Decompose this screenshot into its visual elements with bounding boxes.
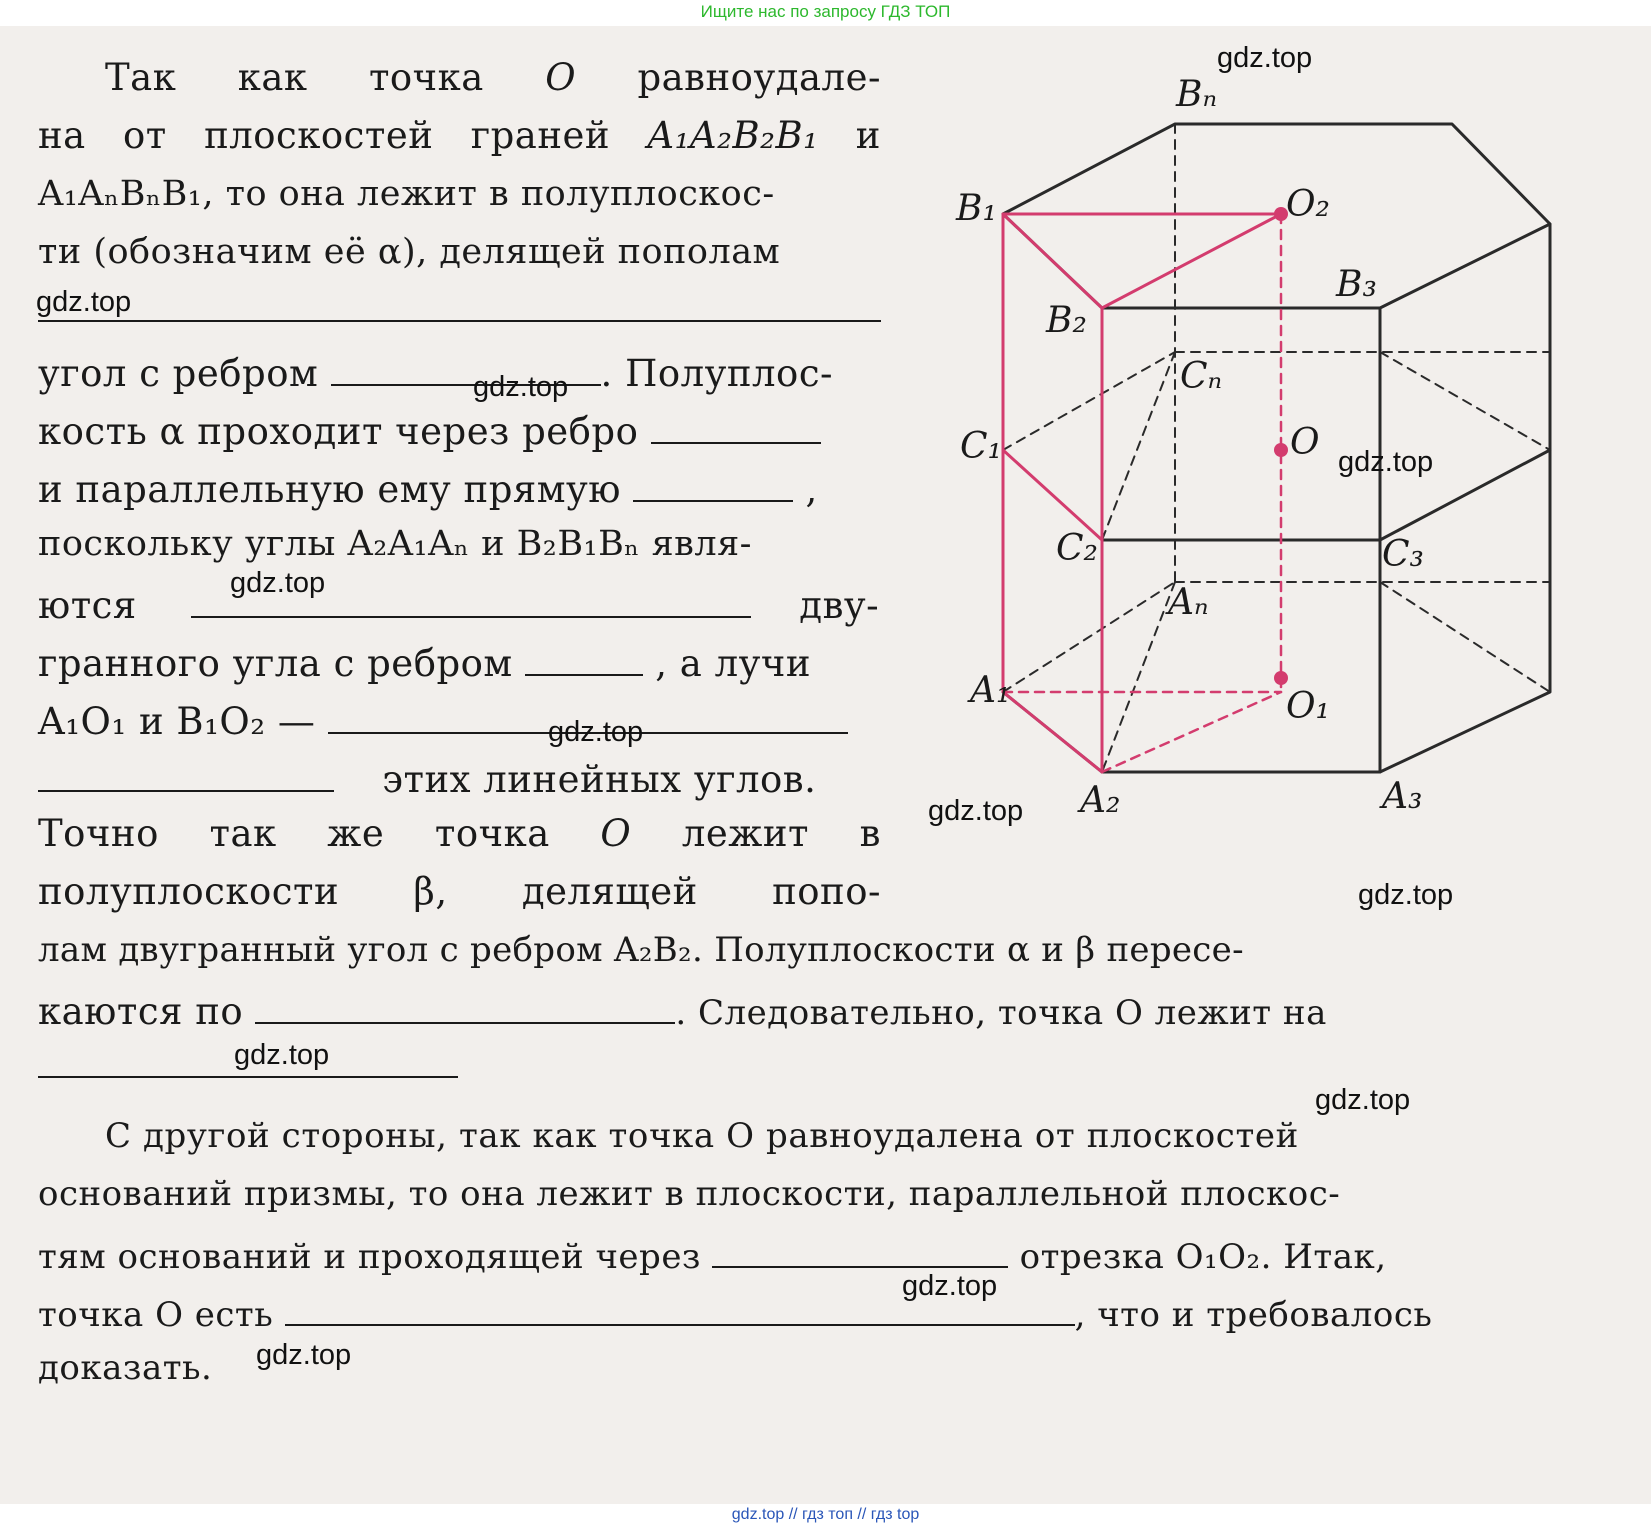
p1-line-12: A₁O₁ и B₁O₂ —	[38, 696, 848, 744]
label-c2: C₂	[1056, 528, 1098, 569]
watermark: gdz.top	[928, 795, 1024, 827]
watermark: gdz.top	[1315, 1084, 1411, 1116]
label-b3: B₃	[1336, 264, 1377, 305]
p2-line-1: С другой стороны, так как точка O равноудалена от плоскостей	[105, 1116, 1299, 1156]
label-a2: A₂	[1080, 780, 1121, 821]
p1-line-8: и параллельную ему прямую ,	[38, 464, 818, 512]
p1-line-7: кость α проходит через ребро	[38, 406, 821, 454]
p2-line-3: тям оснований и проходящей через отрезка O₁O₂. Итак,	[38, 1230, 1387, 1279]
watermark: gdz.top	[234, 1039, 330, 1071]
label-b2: B₂	[1046, 300, 1087, 341]
p1-line-11: гранного угла с ребром , а лучи	[38, 638, 811, 686]
watermark: gdz.top	[256, 1339, 352, 1371]
p1-line-14: Точно так же точка O лежит в	[38, 812, 881, 855]
p1-line-6: угол с ребром . Полуплос-	[38, 348, 833, 396]
point-o	[1274, 443, 1288, 457]
p1-line-9: поскольку углы A₂A₁Aₙ и B₂B₁Bₙ явля-	[38, 524, 753, 564]
label-o: O	[1290, 422, 1320, 463]
watermark: gdz.top	[1338, 446, 1434, 478]
p1-line-15: полуплоскости β, делящей попо-	[38, 870, 881, 913]
watermark: gdz.top	[230, 567, 326, 599]
p2-line-2: оснований призмы, то она лежит в плоскости, параллельной плоскос-	[38, 1174, 1341, 1214]
p1-line-3: A₁AₙBₙB₁, то она лежит в полуплоскос-	[38, 174, 775, 214]
label-a3: A₃	[1382, 776, 1423, 817]
watermark: gdz.top	[36, 286, 132, 318]
watermark: gdz.top	[1217, 42, 1313, 74]
watermark: gdz.top	[473, 371, 569, 403]
point-o1	[1274, 671, 1288, 685]
p1-line-1: Так как точка O равноудале-	[105, 56, 881, 99]
watermark: gdz.top	[548, 716, 644, 748]
p1-line-2: на от плоскостей граней A₁A₂B₂B₁ и	[38, 114, 881, 157]
label-cn: Cₙ	[1180, 356, 1223, 397]
watermark: gdz.top	[902, 1270, 998, 1302]
p1-line-4: ти (обозначим её α), делящей пополам	[38, 232, 781, 272]
label-an: Aₙ	[1168, 582, 1209, 623]
p2-line-4: точка O есть , что и требовалось	[38, 1288, 1432, 1337]
label-o2: O₂	[1286, 184, 1330, 225]
highlight-dashed-lines	[1003, 214, 1281, 772]
p2-line-5: доказать.	[38, 1348, 213, 1388]
bottom-banner[interactable]: gdz.top // гдз топ // гдз top	[731, 1506, 920, 1523]
p1-line-10: ются дву-	[38, 580, 879, 628]
label-c1: C₁	[960, 426, 1002, 467]
p1-line-13: этих линейных углов.	[38, 754, 816, 802]
label-b1: B₁	[956, 188, 997, 229]
label-c3: C₃	[1382, 534, 1424, 575]
top-banner[interactable]: Ищите нас по запросу ГДЗ ТОП	[700, 2, 951, 21]
p1-line-17: каются по . Следовательно, точка O лежит на	[38, 986, 1327, 1035]
p1-line-16: лам двугранный угол с ребром A₂B₂. Полуплоскости α и β пересе-	[38, 930, 1244, 970]
watermark: gdz.top	[1358, 879, 1454, 911]
highlight-solid-lines	[1003, 214, 1281, 772]
label-a1: A₁	[970, 670, 1011, 711]
label-o1: O₁	[1286, 686, 1330, 727]
label-bn: Bₙ	[1176, 74, 1218, 115]
